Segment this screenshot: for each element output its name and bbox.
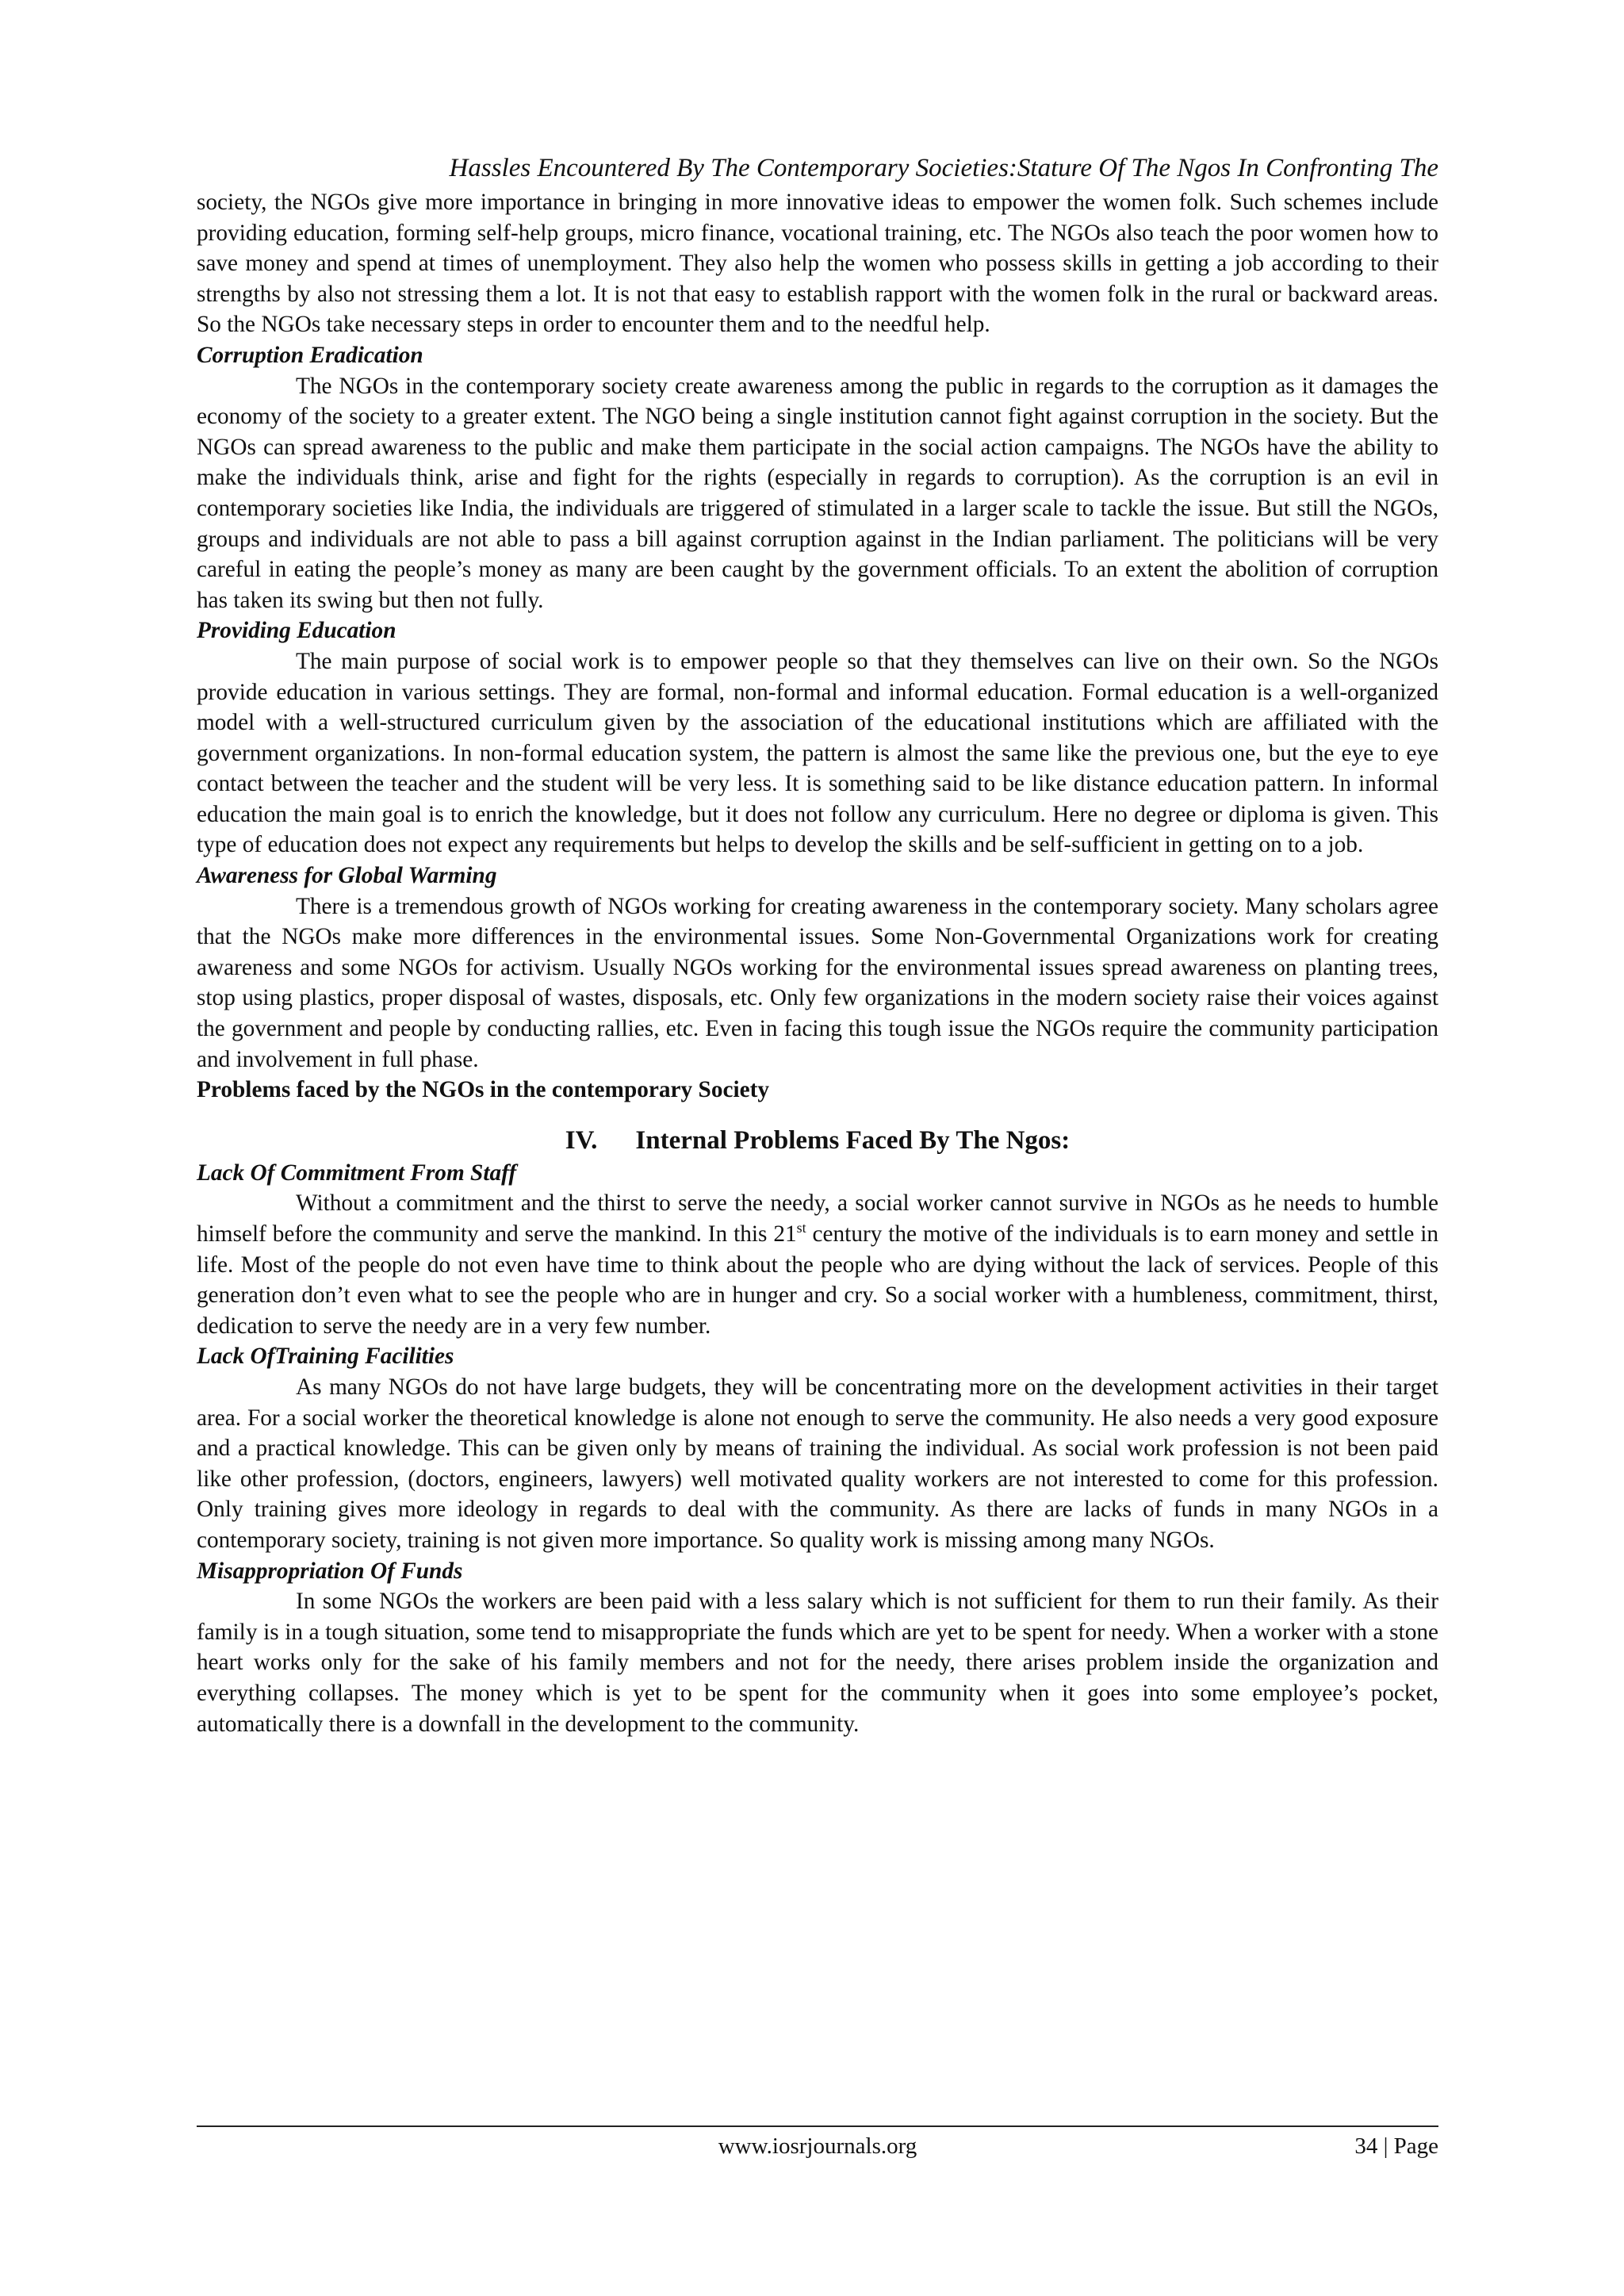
heading-lack-of-training: Lack OfTraining Facilities [197, 1343, 454, 1370]
heading-corruption-eradication: Corruption Eradication [197, 342, 423, 368]
paragraph-commitment-part-a: Without a commitment and the thirst to serve the needy, a social worker cannot survive in NGOs as he needs to humble himself before the community and serve the mankind. In this 21 [197, 1190, 1438, 1247]
section-heading [197, 1125, 1438, 1156]
heading-misappropriation-of-funds: Misappropriation Of Funds [197, 1558, 463, 1584]
section-title: Internal Problems Faced By The Ngos: [635, 1125, 1071, 1155]
heading-problems-faced: Problems faced by the NGOs in the contemporary Society [197, 1077, 770, 1103]
paragraph-training: As many NGOs do not have large budgets, they will be concentrating more on the development activities in their target area. For a social worker the theoretical knowledge is alone not enough to serve the community. He also needs a very good exposure and a practical knowledge. This can be given only by means of training the individual. As social work profession is not been paid like other profession, (doctors, engineers, lawyers) well motivated quality workers are not interested to come for this profession. Only training gives more ideology in regards to deal with the community. As there are lacks of funds in many NGOs in a contemporary society, training is not given more importance. So quality work is missing among many NGOs. [197, 1374, 1438, 1553]
paragraph-commitment-part-b: century the motive of the individuals is to earn money and settle in life. Most of the people do not even have time to think about the people who are dying without the lack of services. People of this generation don’t even what to see the people who are in hunger and cry. So a social worker with a humbleness, commitment, thirst, dedication to serve the needy are in a very few number. [197, 1221, 1439, 1339]
running-header: Hassles Encountered By The Contemporary Societies:Stature Of The Ngos In Confronting The [449, 154, 1438, 182]
superscript-st: st [796, 1220, 806, 1236]
footer-website: www.iosrjournals.org [718, 2133, 917, 2159]
paragraph-global-warming: There is a tremendous growth of NGOs working for creating awareness in the contemporary society. Many scholars agree that the NGOs make more differences in the environmental issues. Some Non-Governmental Organizations work for creating awareness and some NGOs for activism. Usually NGOs working for the environmental issues spread awareness on planting trees, stop using plastics, proper disposal of wastes, disposals, etc. Only few organizations in the modern society raise their voices against the government and people by conducting rallies, etc. Even in facing this tough issue the NGOs require the community participation and involvement in full phase. [197, 893, 1438, 1072]
footer-page-number: 34 | Page [1354, 2133, 1438, 2159]
section-number: IV. [565, 1125, 598, 1155]
page-content [197, 152, 1438, 1739]
paragraph-education: The main purpose of social work is to empower people so that they themselves can live on their own. So the NGOs provide education in various settings. They are formal, non-formal and informal education. Formal education is a well-organized model with a well-structured curriculum given by the association of the educational institutions which are affiliated with the government organizations. In non-formal education system, the pattern is almost the same like the previous one, but the eye to eye contact between the teacher and the student will be very less. It is something said to be like distance education pattern. In informal education the main goal is to enrich the knowledge, but it does not follow any curriculum. Here no degree or diploma is given. This type of education does not expect any requirements but helps to develop the skills and be self-sufficient in getting on to a job. [197, 648, 1438, 858]
paragraph-corruption: The NGOs in the contemporary society create awareness among the public in regards to the corruption as it damages the economy of the society to a greater extent. The NGO being a single institution cannot fight against corruption in the society. But the NGOs can spread awareness to the public and make them participate in the social action campaigns. The NGOs have the ability to make the individuals think, arise and fight for the rights (especially in regards to corruption). As the corruption is an evil in contemporary societies like India, the individuals are triggered of stimulated in a larger scale to tackle the issue. But still the NGOs, groups and individuals are not able to pass a bill against corruption against in the Indian parliament. The politicians will be very careful in eating the people’s money as many are been caught by the government officials. To an extent the abolition of corruption has taken its swing but then not fully. [197, 373, 1438, 613]
footer-divider [197, 2125, 1438, 2127]
heading-global-warming: Awareness for Global Warming [197, 863, 497, 889]
heading-providing-education: Providing Education [197, 618, 396, 644]
paragraph-intro: society, the NGOs give more importance in bringing in more innovative ideas to empower the women folk. Such schemes include providing education, forming self-help groups, micro finance, vocational training, etc. The NGOs also teach the poor women how to save money and spend at times of unemployment. They also help the women who possess skills in getting a job according to their strengths by also not stressing them a lot. It is not that easy to establish rapport with the women folk in the rural or backward areas. So the NGOs take necessary steps in order to encounter them and to the needful help. [197, 190, 1438, 338]
heading-lack-of-commitment: Lack Of Commitment From Staff [197, 1159, 517, 1186]
paragraph-funds: In some NGOs the workers are been paid with a less salary which is not sufficient for them to run their family. As their family is in a tough situation, some tend to misappropriate the funds which are yet to be spent for needy. When a worker with a stone heart works only for the sake of his family members and not for the needy, there arises problem inside the organization and everything collapses. The money which is yet to be spent for the community when it goes into some employee’s pocket, automatically there is a downfall in the development to the community. [197, 1589, 1438, 1737]
paragraph-commitment [197, 1188, 1438, 1341]
